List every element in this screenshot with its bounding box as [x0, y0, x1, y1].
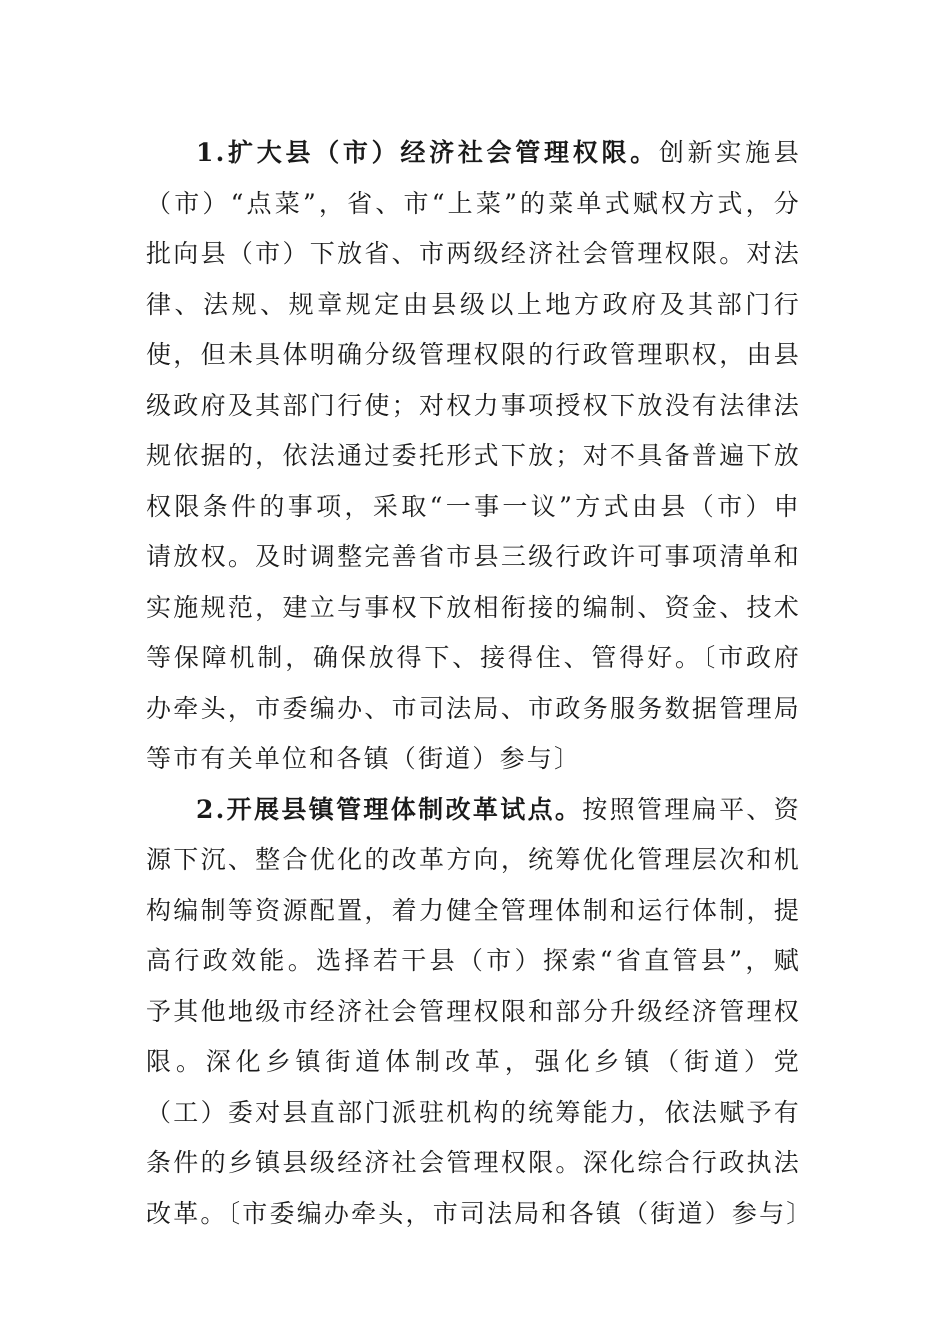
- paragraph-2-heading: 2.开展县镇管理体制改革试点。: [196, 794, 583, 824]
- document-body: [146, 128, 814, 1239]
- paragraph-1: [146, 128, 801, 785]
- paragraph-2: [146, 785, 814, 1240]
- paragraph-1-body: 创新实施县（市）“点菜”，省、市“上菜”的菜单式赋权方式，分批向县（市）下放省、市两级经济社会管理权限。对法律、法规、规章规定由县级以上地方政府及其部门行使，但未具体明确分级管理权限的行政管理职权，由县级政府及其部门行使；对权力事项授权下放没有法律法规依据的，依法通过委托形式下放；对不具备普遍下放权限条件的事项，采取“一事一议”方式由县（市）申请放权。及时调整完善省市县三级行政许可事项清单和实施规范，建立与事权下放相衔接的编制、资金、技术等保障机制，确保放得下、接得住、管得好。〔市政府办牵头，市委编办、市司法局、市政务服务数据管理局等市有关单位和各镇（街道）参与〕: [146, 138, 801, 773]
- paragraph-2-body: 按照管理扁平、资源下沉、整合优化的改革方向，统筹优化管理层次和机构编制等资源配置，着力健全管理体制和运行体制，提高行政效能。选择若干县（市）探索“省直管县”，赋予其他地级市经济社会管理权限和部分升级经济管理权限。深化乡镇街道体制改革，强化乡镇（街道）党（工）委对县直部门派驻机构的统筹能力，依法赋予有条件的乡镇县级经济社会管理权限。深化综合行政执法改革。〔市委编办牵头，市司法局和各镇（街道）参与〕: [146, 794, 814, 1228]
- paragraph-1-heading: 1.扩大县（市）经济社会管理权限。: [196, 138, 659, 167]
